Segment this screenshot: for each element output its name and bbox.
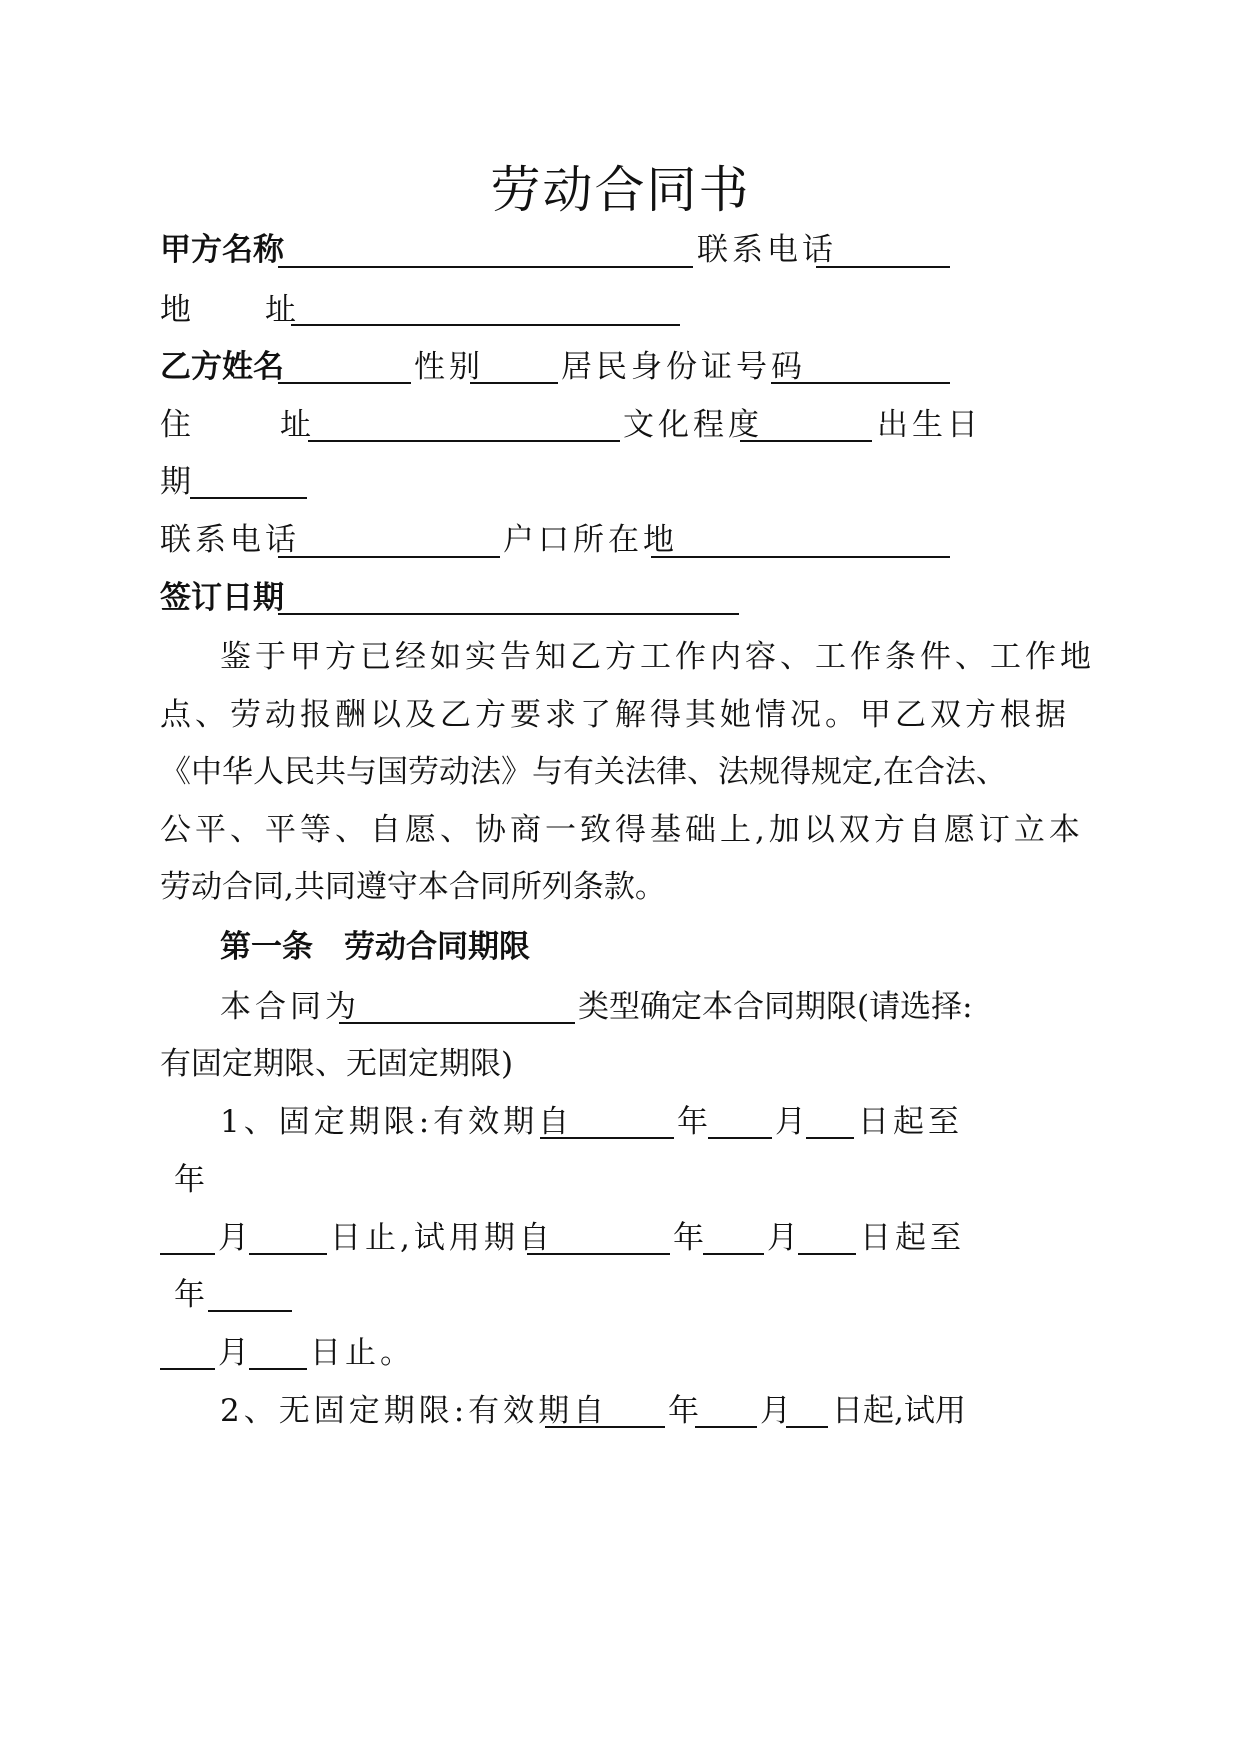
open-term-prefix: 2、无固定期限:有效期自 (220, 1393, 609, 1429)
party-b-education-blank[interactable] (740, 440, 872, 442)
fixed-year-label-1: 年 (677, 1104, 708, 1140)
party-b-id-blank[interactable] (771, 382, 950, 384)
fixed-start-day-blank[interactable] (806, 1137, 854, 1139)
probation-year-label-1: 年 (673, 1220, 704, 1256)
open-start-month-blank[interactable] (695, 1426, 757, 1428)
article-1-heading: 第一条 劳动合同期限 (220, 929, 530, 965)
party-b-address-label-2: 址 (280, 407, 311, 443)
probation-year-label-2: 年 (174, 1277, 205, 1313)
preamble-line-3: 《中华人民共与国劳动法》与有关法律、法规得规定,在合法、 (160, 754, 1007, 790)
contract-type-suffix: 类型确定本合同期限(请选择: (578, 989, 973, 1025)
party-a-phone-label: 联系电话 (697, 232, 837, 268)
fixed-start-month-blank[interactable] (708, 1137, 772, 1139)
probation-day-end-label: 日止。 (310, 1335, 415, 1371)
preamble-line-5: 劳动合同,共同遵守本合同所列条款。 (160, 869, 666, 905)
party-b-birth-blank[interactable] (190, 497, 307, 499)
sign-date-blank[interactable] (278, 613, 739, 615)
open-day-from-label: 日起,试用 (832, 1393, 966, 1429)
fixed-month-label-2: 月 (218, 1220, 249, 1256)
probation-end-month-blank[interactable] (160, 1368, 215, 1370)
probation-end-year-blank[interactable] (208, 1310, 292, 1312)
document-title: 劳动合同书 (490, 161, 751, 219)
party-b-birth-label-1: 出生日 (877, 407, 982, 443)
party-b-phone-label: 联系电话 (160, 522, 300, 558)
open-month-label: 月 (760, 1393, 791, 1429)
fixed-start-year-blank[interactable] (540, 1137, 674, 1139)
party-a-address-label-1: 地 (160, 292, 191, 328)
probation-start-day-blank[interactable] (798, 1253, 856, 1255)
preamble-line-4: 公平、平等、自愿、协商一致得基础上,加以双方自愿订立本 (160, 812, 1084, 848)
party-b-id-label: 居民身份证号码 (561, 349, 806, 385)
fixed-day-from-label: 日起至 (858, 1104, 963, 1140)
fixed-end-month-blank[interactable] (160, 1253, 215, 1255)
probation-end-day-blank[interactable] (249, 1368, 307, 1370)
fixed-end-day-blank[interactable] (249, 1253, 327, 1255)
open-start-day-blank[interactable] (786, 1426, 828, 1428)
party-b-gender-label: 性别 (414, 349, 484, 385)
party-b-phone-blank[interactable] (278, 556, 500, 558)
probation-month-label-2: 月 (218, 1335, 249, 1371)
party-b-hukou-label: 户口所在地 (503, 522, 678, 558)
contract-type-blank[interactable] (339, 1022, 575, 1024)
party-b-address-blank[interactable] (308, 440, 620, 442)
preamble-line-2: 点、劳动报酬以及乙方要求了解得其她情况。甲乙双方根据 (160, 697, 1070, 733)
party-a-phone-blank[interactable] (816, 266, 950, 268)
preamble-line-1: 鉴于甲方已经如实告知乙方工作内容、工作条件、工作地 (220, 639, 1095, 675)
fixed-day-to-label: 日止,试用期自 (330, 1220, 554, 1256)
fixed-month-label-1: 月 (775, 1104, 806, 1140)
probation-month-label-1: 月 (767, 1220, 798, 1256)
contract-type-prefix: 本合同为 (220, 989, 360, 1025)
party-a-address-label-2: 址 (265, 292, 296, 328)
fixed-term-prefix: 1、固定期限:有效期自 (220, 1104, 574, 1140)
fixed-year-label-2: 年 (174, 1162, 205, 1198)
party-a-name-blank[interactable] (278, 266, 693, 268)
party-b-birth-label-2: 期 (160, 464, 191, 500)
probation-start-month-blank[interactable] (703, 1253, 764, 1255)
contract-type-options: 有固定期限、无固定期限) (160, 1046, 514, 1082)
party-b-address-label-1: 住 (160, 407, 191, 443)
party-b-hukou-blank[interactable] (651, 556, 950, 558)
party-a-name-label: 甲方名称 (160, 232, 284, 268)
party-a-address-blank[interactable] (291, 324, 680, 326)
party-b-gender-blank[interactable] (470, 382, 558, 384)
sign-date-label: 签订日期 (160, 580, 284, 616)
open-start-year-blank[interactable] (545, 1426, 665, 1428)
probation-day-from-label: 日起至 (860, 1220, 965, 1256)
party-b-education-label: 文化程度 (623, 407, 763, 443)
probation-start-year-blank[interactable] (527, 1253, 670, 1255)
open-year-label: 年 (668, 1393, 699, 1429)
party-b-name-label: 乙方姓名 (160, 349, 284, 385)
party-b-name-blank[interactable] (278, 382, 411, 384)
